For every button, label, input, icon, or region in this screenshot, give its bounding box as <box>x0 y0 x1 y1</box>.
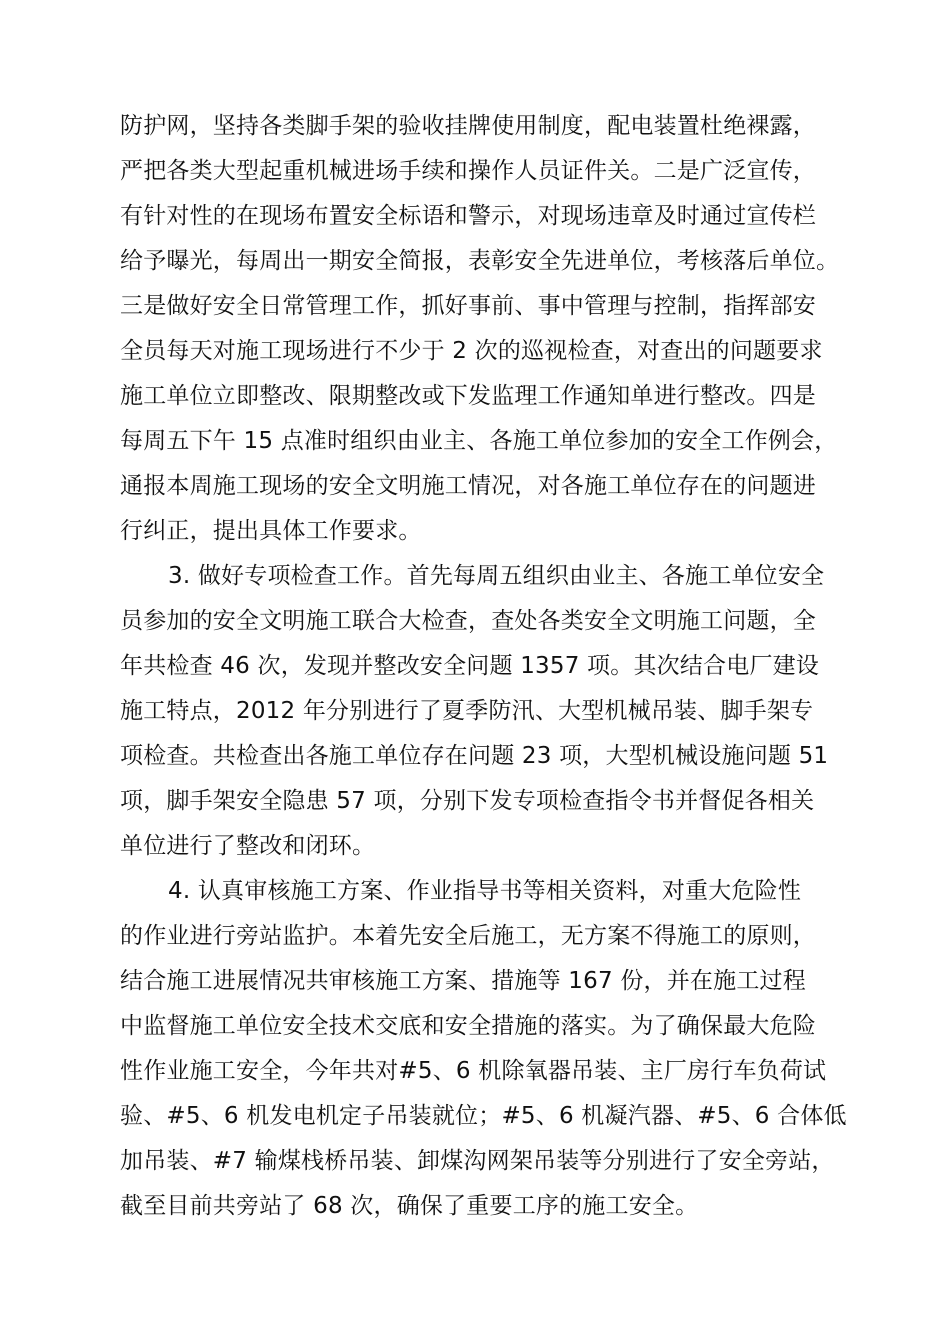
text-line: 性作业施工安全，今年共对#5、6 机除氧器吊装、主厂房行车负荷试 <box>120 1058 827 1084</box>
text-line: 严把各类大型起重机械进场手续和操作人员证件关。二是广泛宣传， <box>120 158 816 184</box>
text-line: 加吊装、#7 输煤栈桥吊装、卸煤沟网架吊装等分别进行了安全旁站， <box>120 1148 835 1174</box>
text-line: 施工单位立即整改、限期整改或下发监理工作通知单进行整改。四是 <box>120 383 816 409</box>
text-line: 项检查。共检查出各施工单位存在问题 23 项，大型机械设施问题 51 <box>120 743 829 769</box>
text-line: 施工特点，2012 年分别进行了夏季防汛、大型机械吊装、脚手架专 <box>120 698 814 724</box>
text-line: 全员每天对施工现场进行不少于 2 次的巡视检查，对查出的问题要求 <box>120 338 823 364</box>
paragraph-4-heading-line: 4. 认真审核施工方案、作业指导书等相关资料，对重大危险性 <box>168 878 802 904</box>
text-line: 员参加的安全文明施工联合大检查，查处各类安全文明施工问题，全 <box>120 608 816 634</box>
text-line: 有针对性的在现场布置安全标语和警示，对现场违章及时通过宣传栏 <box>120 203 816 229</box>
text-line: 通报本周施工现场的安全文明施工情况，对各施工单位存在的问题进 <box>120 473 816 499</box>
text-line: 项，脚手架安全隐患 57 项，分别下发专项检查指令书并督促各相关 <box>120 788 815 814</box>
text-line: 结合施工进展情况共审核施工方案、措施等 167 份，并在施工过程 <box>120 968 806 994</box>
text-line: 给予曝光，每周出一期安全简报，表彰安全先进单位，考核落后单位。 <box>120 248 840 274</box>
text-line: 三是做好安全日常管理工作，抓好事前、事中管理与控制，指挥部安 <box>120 293 816 319</box>
text-line: 中监督施工单位安全技术交底和安全措施的落实。为了确保最大危险 <box>120 1013 816 1039</box>
paragraph-3-heading-line: 3. 做好专项检查工作。首先每周五组织由业主、各施工单位安全 <box>168 563 825 589</box>
text-line: 验、#5、6 机发电机定子吊装就位；#5、6 机凝汽器、#5、6 合体低 <box>120 1103 847 1129</box>
text-line: 截至目前共旁站了 68 次，确保了重要工序的施工安全。 <box>120 1193 699 1219</box>
text-line: 防护网，坚持各类脚手架的验收挂牌使用制度，配电装置杜绝裸露， <box>120 113 816 139</box>
text-line: 的作业进行旁站监护。本着先安全后施工，无方案不得施工的原则， <box>120 923 816 949</box>
text-line: 年共检查 46 次，发现并整改安全问题 1357 项。其次结合电厂建设 <box>120 653 820 679</box>
text-line: 每周五下午 15 点准时组织由业主、各施工单位参加的安全工作例会， <box>120 428 838 454</box>
text-line: 单位进行了整改和闭环。 <box>120 833 376 859</box>
text-line: 行纠正，提出具体工作要求。 <box>120 518 422 544</box>
